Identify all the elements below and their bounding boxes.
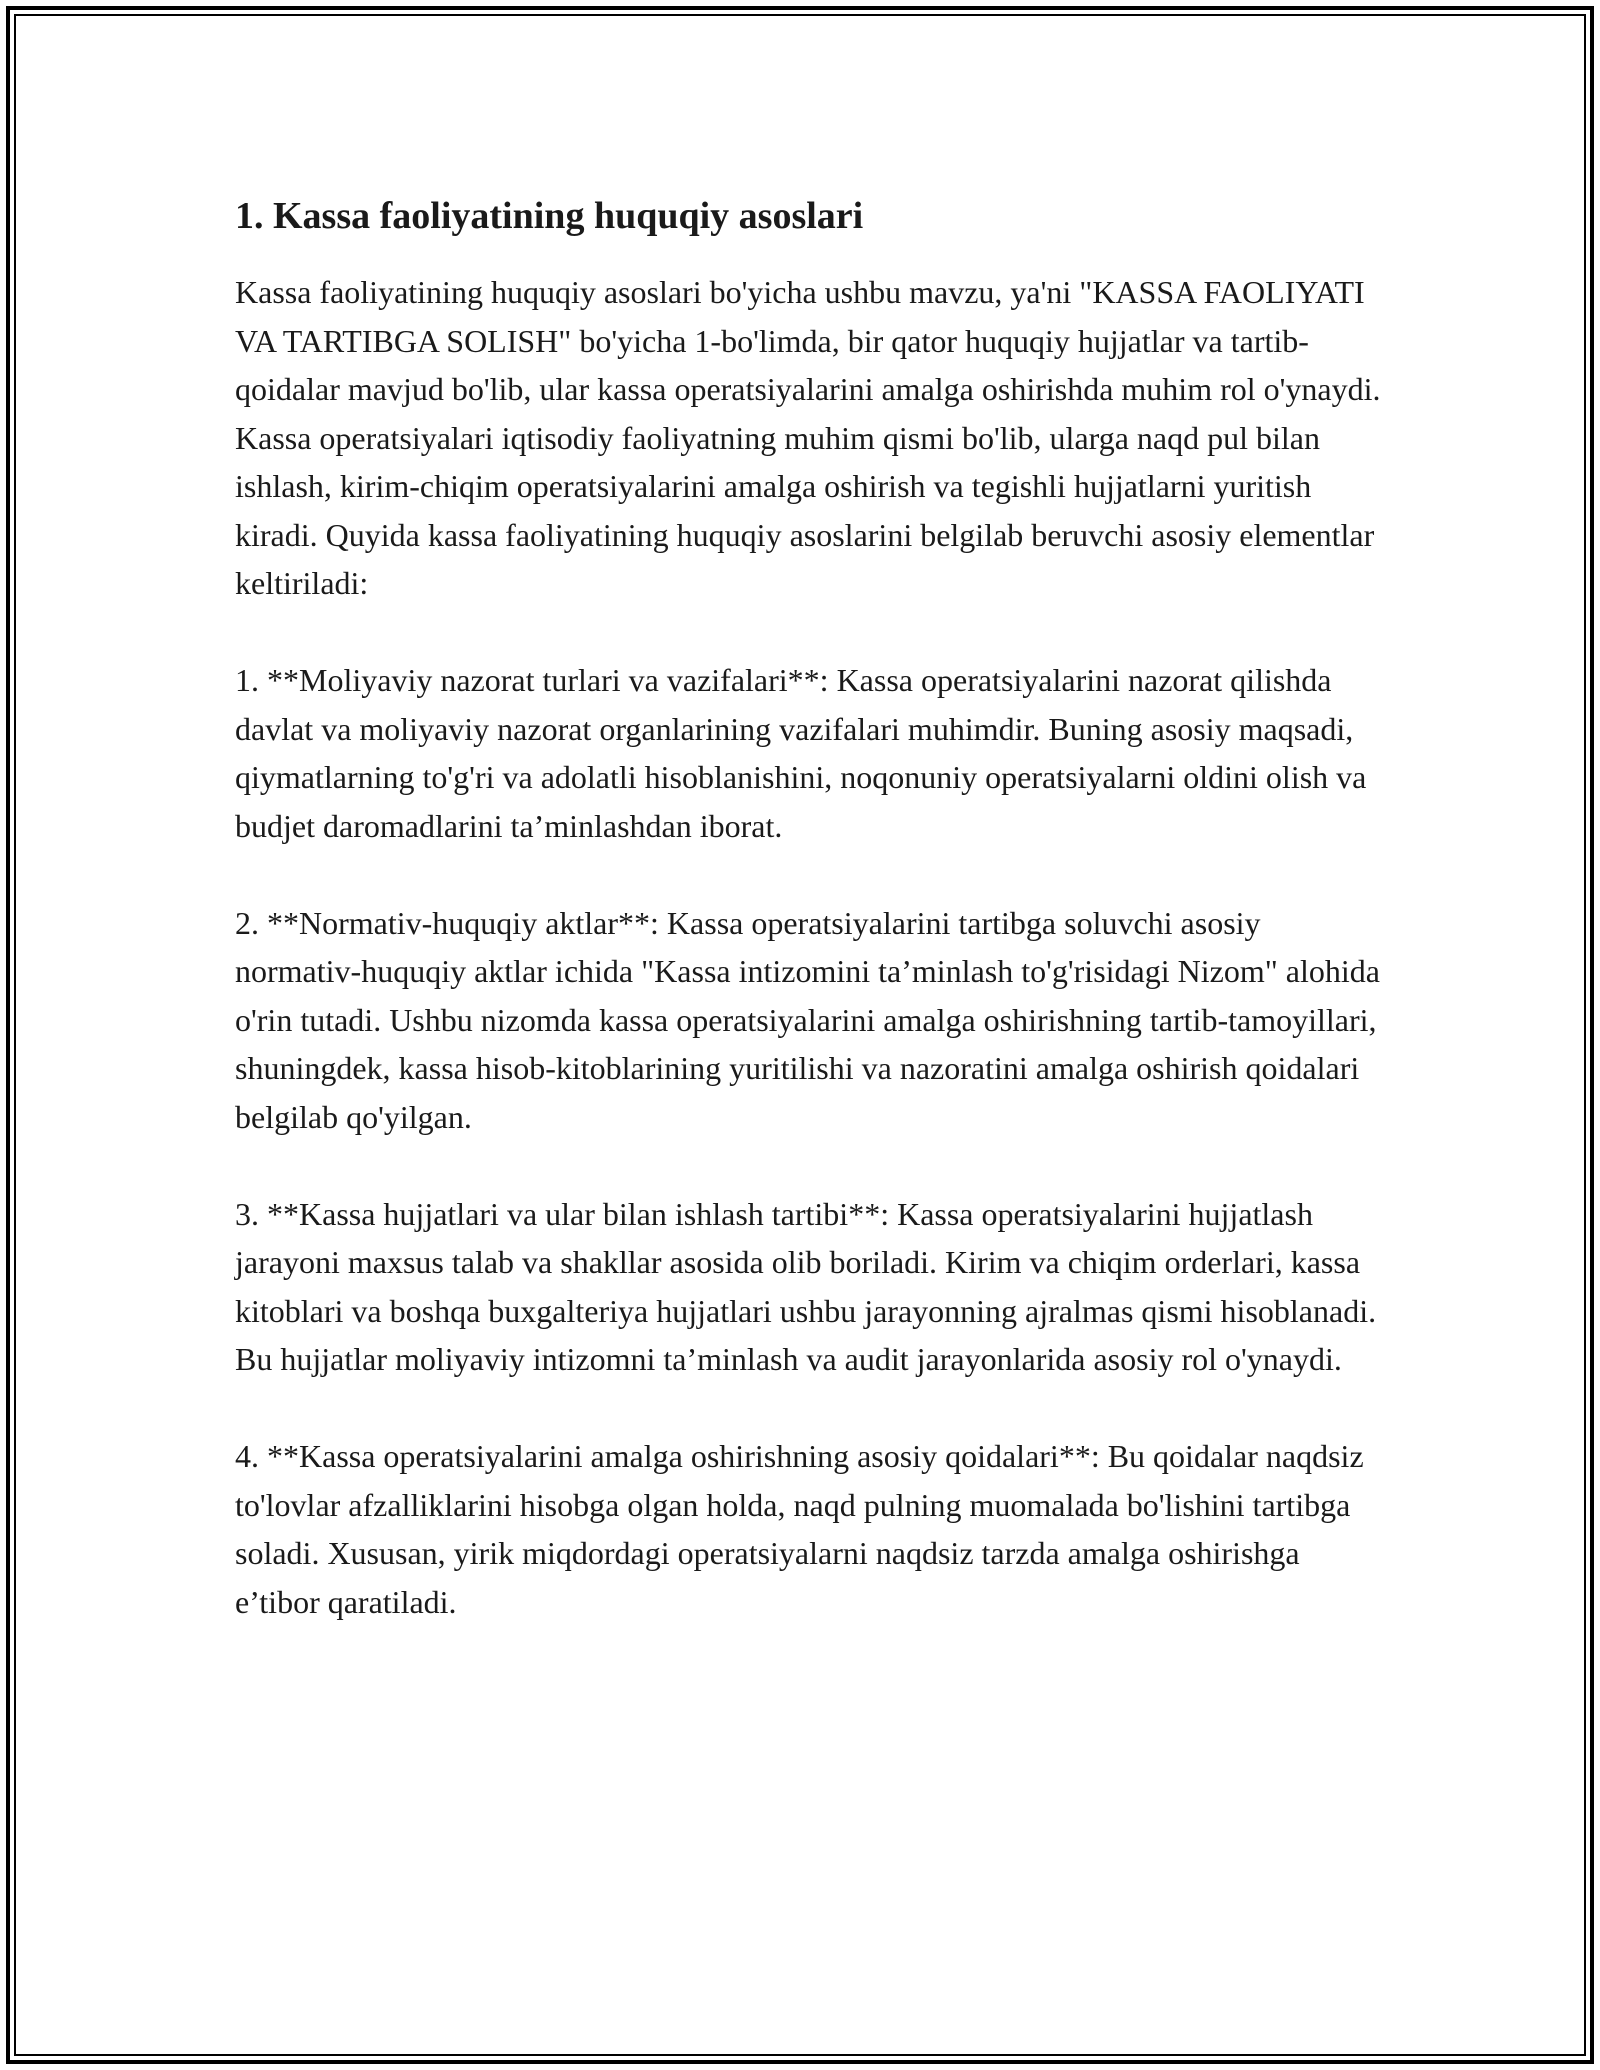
list-item-3: 3. **Kassa hujjatlari va ular bilan ishlash tartibi**: Kassa operatsiyalarini hujjatlash jarayoni maxsus talab va shakllar asosida olib boriladi. Kirim va chiqim orderlari, kassa kitoblari va boshqa buxgalteriya hujjatlari ushbu jarayonning ajralmas qismi hisoblanadi. Bu hujjatlar moliyaviy intizomni ta’minlash va audit jarayonlarida asosiy rol o'ynaydi.	[235, 1195, 1377, 1377]
intro-paragraph: Kassa faoliyatining huquqiy asoslari bo'yicha ushbu mavzu, ya'ni "KASSA FAOLIYATI VA TARTIBGA SOLISH" bo'yicha 1-bo'limda, bir qator huquqiy hujjatlar va tartib-qoidalar mavjud bo'lib, ular kassa operatsiyalarini amalga oshirishda muhim rol o'ynaydi. Kassa operatsiyalari iqtisodiy faoliyatning muhim qismi bo'lib, ularga naqd pul bilan ishlash, kirim-chiqim operatsiyalarini amalga oshirish va tegishli hujjatlarni yuritish kiradi. Quyida kassa faoliyatining huquqiy asoslarini belgilab beruvchi asosiy elementlar keltiriladi:	[235, 274, 1381, 601]
list-item-2: 2. **Normativ-huquqiy aktlar**: Kassa operatsiyalarini tartibga soluvchi asosiy normativ-huquqiy aktlar ichida "Kassa intizomini ta’minlash to'g'risidagi Nizom" alohida o'rin tutadi. Ushbu nizomda kassa operatsiyalarini amalga oshirishning tartib-tamoyillari, shuningdek, kassa hisob-kitoblarining yuritilishi va nazoratini amalga oshirish qoidalari belgilab qo'yilgan.	[235, 904, 1380, 1135]
document-body	[235, 186, 1385, 1675]
list-item-4: 4. **Kassa operatsiyalarini amalga oshirishning asosiy qoidalari**: Bu qoidalar naqdsiz to'lovlar afzalliklarini hisobga olgan holda, naqd pulning muomalada bo'lishini tartibga soladi. Xususan, yirik miqdordagi operatsiyalarni naqdsiz tarzda amalga oshirishga e’tibor qaratiladi.	[235, 1438, 1364, 1620]
list-item-1: 1. **Moliyaviy nazorat turlari va vazifalari**: Kassa operatsiyalarini nazorat qilishda davlat va moliyaviy nazorat organlarining vazifalari muhimdir. Buning asosiy maqsadi, qiymatlarning to'g'ri va adolatli hisoblanishini, noqonuniy operatsiyalarni oldini olish va budjet daromadlarini ta’minlashdan iborat.	[235, 662, 1367, 844]
section-title: 1. Kassa faoliyatining huquqiy asoslari	[235, 195, 864, 237]
